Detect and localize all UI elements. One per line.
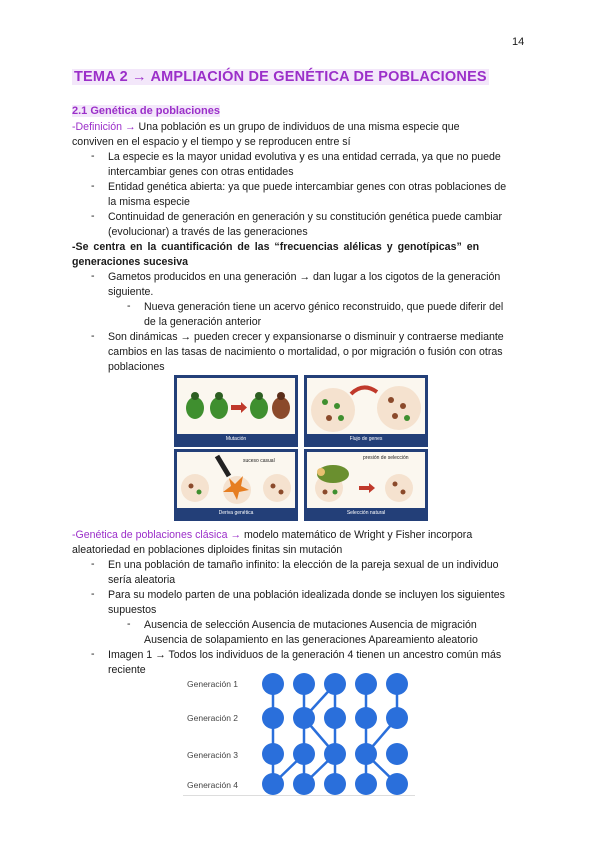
bullet-dash: - [91, 648, 95, 660]
definition-paragraph [72, 120, 528, 135]
individual-node [324, 743, 346, 765]
individual-node [324, 773, 346, 795]
classic-bullet-1a: En una población de tamaño infinito: la elección de la pareja sexual de un individuo [108, 559, 499, 571]
freq-bullet-2a: Son dinámicas → pueden crecer y expansionarse o disminuir y contraerse mediante [108, 331, 504, 343]
freq-bullet-1a: Gametos producidos en una generación → dan lugar a los cigotos de la generación [108, 271, 501, 283]
generation-label: Generación 4 [187, 780, 239, 790]
classic-bullet-2a: Para su modelo parten de una población idealizada donde se incluyen los siguientes [108, 589, 505, 601]
freq-bullet-2b: cambios en las tasas de nacimiento o mortalidad, o por migración o fusión con otras [108, 346, 503, 358]
freq-sub-bullet-a: Nueva generación tiene un acervo génico reconstruido, que puede diferir del [144, 301, 504, 313]
bullet-dash: - [91, 330, 95, 342]
def-bullet-2a: Entidad genética abierta: ya que puede intercambiar genes con otras poblaciones de [108, 181, 507, 193]
beetles-illustration [177, 378, 295, 434]
genealogy-graph [183, 665, 415, 795]
annotation-selection-pressure: presión de selección [363, 455, 409, 461]
individual-node [355, 673, 377, 695]
frequencies-heading-2: generaciones sucesiva [72, 256, 189, 268]
individual-node [293, 773, 315, 795]
freq-sub-bullet-b: de la generación anterior [144, 316, 262, 328]
definition-line1: Una población es un grupo de individuos de una misma especie que [135, 121, 460, 133]
panel-caption: Flujo de genes [307, 434, 425, 444]
bullet-dash: - [91, 150, 95, 162]
page-title: TEMA 2 → AMPLIACIÓN DE GENÉTICA DE POBLACIONES [74, 69, 487, 85]
individual-node [324, 673, 346, 695]
panel-caption: Mutación [177, 434, 295, 444]
evolution-mechanisms-figure [172, 373, 430, 523]
individual-node [262, 773, 284, 795]
classic-line2: aleatoriedad en poblaciones diploides finitas sin mutación [72, 544, 343, 556]
classic-bullet-3b: reciente [108, 664, 146, 676]
bullet-dash: - [127, 300, 131, 312]
panel-natural-selection [304, 449, 428, 521]
individual-node [355, 743, 377, 765]
freq-bullet-1b: siguiente. [108, 286, 154, 298]
classic-sub-bullet-b: Ausencia de solapamiento en las generaciones Apareamiento aleatorio [144, 634, 478, 646]
individual-node [386, 743, 408, 765]
panel-caption: Deriva genética [177, 508, 295, 518]
definition-line2: conviven en el espacio y el tiempo y se reproducen entre sí [72, 136, 351, 148]
classic-label: -Genética de poblaciones clásica → [72, 529, 242, 541]
individual-node [262, 707, 284, 729]
drift-illustration [177, 452, 295, 508]
bullet-dash: - [91, 180, 95, 192]
bullet-dash: - [91, 588, 95, 600]
page-number: 14 [512, 36, 525, 48]
panel-mutation [174, 375, 298, 447]
individual-node [262, 673, 284, 695]
freq-bullet-2c: poblaciones [108, 361, 165, 373]
def-bullet-3a: Continuidad de generación en generación y su constitución genética puede cambiar [108, 211, 503, 223]
figure-divider [183, 795, 415, 796]
individual-node [355, 773, 377, 795]
classic-paragraph [72, 528, 528, 543]
def-bullet-1a: La especie es la mayor unidad evolutiva y es una entidad cerrada, ya que no puede [108, 151, 501, 163]
bullet-dash: - [91, 558, 95, 570]
bullet-dash: - [91, 270, 95, 282]
generation-label: Generación 2 [187, 713, 239, 723]
individual-node [262, 743, 284, 765]
generation-label: Generación 3 [187, 750, 239, 760]
individual-node [386, 773, 408, 795]
panel-genetic-drift [174, 449, 298, 521]
individual-node [386, 673, 408, 695]
classic-bullet-2b: supuestos [108, 604, 157, 616]
individual-node [386, 707, 408, 729]
classic-sub-bullet-a: Ausencia de selección Ausencia de mutaciones Ausencia de migración [144, 619, 477, 631]
bullet-dash: - [91, 210, 95, 222]
genealogy-edges [273, 684, 397, 784]
def-bullet-2b: la misma especie [108, 196, 190, 208]
annotation-chance-event: suceso casual [243, 458, 275, 464]
panel-gene-flow [304, 375, 428, 447]
def-bullet-3b: (evolucionar) a través de las generaciones [108, 226, 308, 238]
individual-node [293, 673, 315, 695]
frequencies-heading: -Se centra en la cuantificación de las “frecuencias alélicas y genotípicas” en [72, 241, 480, 253]
classic-line1: modelo matemático de Wright y Fisher incorpora [241, 529, 473, 541]
individual-node [324, 707, 346, 729]
section-subtitle: 2.1 Genética de poblaciones [72, 105, 220, 117]
individual-node [293, 707, 315, 729]
panel-caption: Selección natural [307, 508, 425, 518]
classic-bullet-3a: Imagen 1 → Todos los individuos de la generación 4 tienen un ancestro común más [108, 649, 502, 661]
def-bullet-1b: intercambiar genes con otras entidades [108, 166, 294, 178]
bullet-dash: - [127, 618, 131, 630]
classic-bullet-1b: sería aleatoria [108, 574, 176, 586]
individual-node [293, 743, 315, 765]
generations-diagram [183, 665, 415, 795]
population-circles [307, 378, 425, 434]
generation-label: Generación 1 [187, 679, 239, 689]
definition-label: -Definición → [72, 121, 136, 133]
individual-node [355, 707, 377, 729]
